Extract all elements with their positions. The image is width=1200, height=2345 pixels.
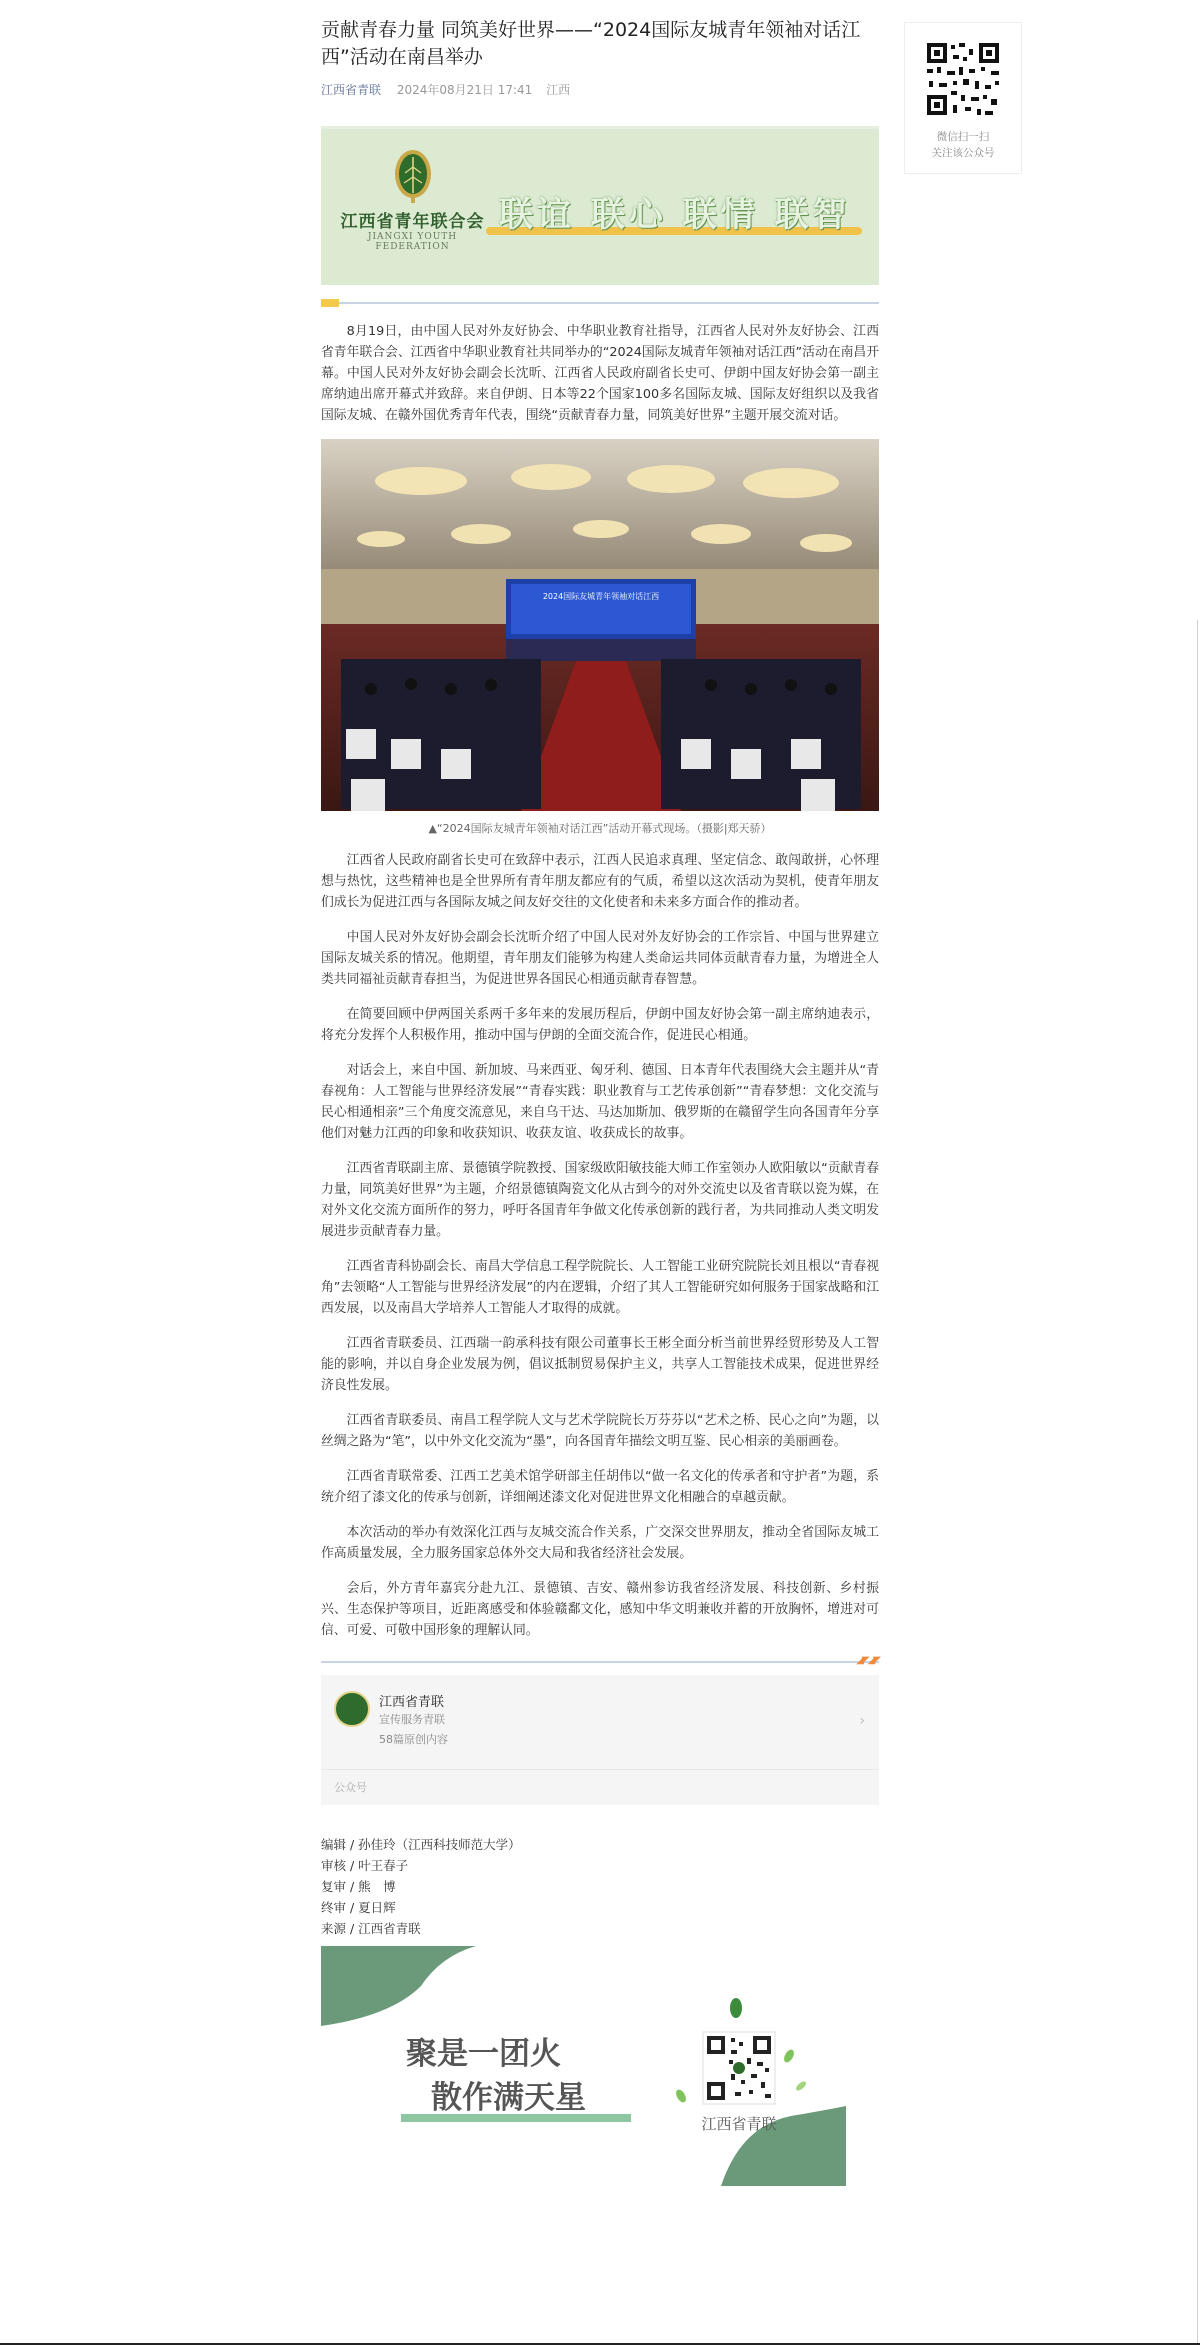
paragraph: 会后，外方青年嘉宾分赴九江、景德镇、吉安、赣州参访我省经济发展、科技创新、乡村振兴、生态保护等项目，近距离感受和体验赣鄱文化，感知中华文明兼收并蓄的开放胸怀，增进对可信、可爱、可敬中国形象的理解认同。 — [321, 1581, 879, 1638]
follow-qr-panel[interactable] — [904, 22, 1022, 174]
footer-qr-code[interactable] — [703, 2032, 775, 2104]
paragraph: 江西省青联副主席、景德镇学院教授、国家级欧阳敏技能大师工作室领办人欧阳敏以“贡献青春力量，同筑美好世界”为主题，介绍景德镇陶瓷文化从古到今的对外交流史以及省青联以瓷为媒，在对外文化交流方面所作的努力，呼吁各国青年争做文化传承创新的践行者，为共同推动人类文明发展进步贡献青春力量。 — [321, 1161, 879, 1239]
window-edge — [1197, 620, 1198, 2345]
qr-hint-line-1: 微信扫一扫 — [936, 131, 990, 143]
publish-date: 2024年08月21日 17:41 — [396, 83, 533, 97]
paragraph: 在简要回顾中伊两国关系两千多年来的发展历程后，伊朗中国友好协会第一副主席纳迪表示，将充分发挥个人积极作用，推动中国与伊朗的全面交流合作，促进民心相通。 — [321, 1007, 879, 1043]
credit-source: 来源 / 江西省青联 — [321, 1921, 421, 1936]
paragraph: 江西省青联委员、江西瑞一韵承科技有限公司董事长王彬全面分析当前世界经贸形势及人工智能的影响，并以自身企业发展为例，倡议抵制贸易保护主义，共享人工智能技术成果，促进世界经济良性发展。 — [321, 1336, 879, 1393]
event-photo[interactable] — [321, 439, 879, 811]
footer-org-name: 江西省青联 — [701, 2115, 777, 2133]
footer-line-1: 聚是一团火 — [406, 2036, 561, 2072]
account-card-type: 公众号 — [334, 1781, 367, 1794]
banner-slogan: 联谊 联心 联情 联智 — [499, 195, 851, 235]
org-name-en-2: FEDERATION — [375, 242, 450, 252]
article-title: 贡献青春力量 同筑美好世界——“2024国际友城青年领袖对话江西”活动在南昌举办 — [321, 19, 861, 68]
article — [321, 0, 879, 2186]
paragraph: 本次活动的举办有效深化江西与友城交流合作关系，广交深交世界朋友，推动全省国际友城工作高质量发展，全力服务国家总体外交大局和我省经济社会发展。 — [321, 1525, 879, 1561]
org-name-cn: 江西省青年联合会 — [340, 212, 485, 232]
header-banner — [321, 126, 879, 285]
qr-hint-line-2: 关注该公众号 — [931, 147, 995, 159]
qr-code-icon — [925, 41, 1001, 117]
paragraph: 江西省青联委员、南昌工程学院人文与艺术学院院长万芬芬以“艺术之桥、民心之向”为题，以丝绸之路为“笔”，以中外文化交流为“墨”，向各国青年描绘文明互鉴、民心相亲的美丽画卷。 — [321, 1413, 879, 1449]
paragraph: 江西省青联常委、江西工艺美术馆学研部主任胡伟以“做一名文化的传承者和守护者”为题，系统介绍了漆文化的传承与创新，详细阐述漆文化对促进世界文化相融合的卓越贡献。 — [321, 1469, 879, 1505]
credit-editor: 编辑 / 孙佳玲（江西科技师范大学） — [321, 1837, 521, 1852]
paragraph: 江西省人民政府副省长史可在致辞中表示，江西人民追求真理、坚定信念、敢闯敢拼，心怀理想与热忱，这些精神也是全世界所有青年朋友都应有的气质，希望以这次活动为契机，使青年朋友们成长为促进江西与各国际友城之间友好交往的文化使者和未来多方面合作的推动者。 — [321, 853, 879, 910]
credit-final: 终审 / 夏日辉 — [321, 1900, 396, 1915]
chevron-right-icon: › — [859, 1713, 865, 1729]
credit-recheck: 复审 / 熊 博 — [321, 1879, 396, 1894]
footer-banner — [321, 1946, 846, 2186]
org-name-en-1: JIANGXI YOUTH — [367, 232, 458, 242]
publish-location: 江西 — [546, 83, 571, 97]
divider-flag-icon: ◢◤◢◤ — [856, 1655, 879, 1666]
article-meta — [321, 81, 879, 99]
account-link[interactable]: 江西省青联 — [321, 83, 382, 97]
paragraph: 8月19日，由中国人民对外友好协会、中华职业教育社指导，江西省人民对外友好协会、江西省青年联合会、江西省中华职业教育社共同举办的“2024国际友城青年领袖对话江西”活动在南昌开幕。中国人民对外友好协会副会长沈昕、江西省人民政府副省长史可、伊朗中国友好协会第一副主席纳迪出席开幕式并致辞。来自伊朗、日本等22个国家100多名国际友城、国际友好组织以及我省国际友城、在赣外国优秀青年代表，围绕“贡献青春力量，同筑美好世界”主题开展交流对话。 — [321, 324, 879, 423]
credits — [321, 1834, 879, 1939]
photo-caption: ▲“2024国际友城青年领袖对话江西”活动开幕式现场。（摄影|郑天骄） — [428, 822, 772, 835]
account-card[interactable] — [321, 1675, 879, 1805]
conference-hall-image — [321, 439, 879, 811]
screen-title: 2024国际友城青年领袖对话江西 — [542, 592, 660, 601]
leaf-emblem-icon — [391, 149, 435, 205]
paragraph: 中国人民对外友好协会副会长沈昕介绍了中国人民对外友好协会的工作宗旨、中国与世界建立国际友城关系的情况。他期望，青年朋友们能够为构建人类命运共同体贡献青春力量，为增进全人类共同福祉贡献青春担当，为促进世界各国民心相通贡献青春智慧。 — [321, 930, 879, 987]
account-card-desc: 宣传服务青联 — [379, 1713, 445, 1726]
section-divider — [321, 299, 879, 307]
paragraph: 对话会上，来自中国、新加坡、马来西亚、匈牙利、德国、日本青年代表围绕大会主题并从“青春视角：人工智能与世界经济发展”“青春实践：职业教育与工艺传承创新”“青春梦想：文化交流与民心相通相亲”三个角度交流意见，来自乌干达、马达加斯加、俄罗斯的在赣留学生向各国青年分享他们对魅力江西的印象和收获知识、收获友谊、收获成长的故事。 — [321, 1063, 879, 1141]
paragraph: 江西省青科协副会长、南昌大学信息工程学院院长、人工智能工业研究院院长刘且根以“青春视角”去领略“人工智能与世界经济发展”的内在逻辑，介绍了其人工智能研究如何服务于国家战略和江西发展，以及南昌大学培养人工智能人才取得的成就。 — [321, 1259, 879, 1316]
account-avatar — [334, 1691, 370, 1727]
footer-line-2: 散作满天星 — [431, 2080, 586, 2116]
credit-reviewer: 审核 / 叶王春子 — [321, 1858, 409, 1873]
account-card-count: 58篇原创内容 — [379, 1733, 448, 1746]
account-card-name: 江西省青联 — [379, 1695, 445, 1710]
org-logo — [335, 149, 490, 252]
section-divider-end — [321, 1655, 879, 1665]
